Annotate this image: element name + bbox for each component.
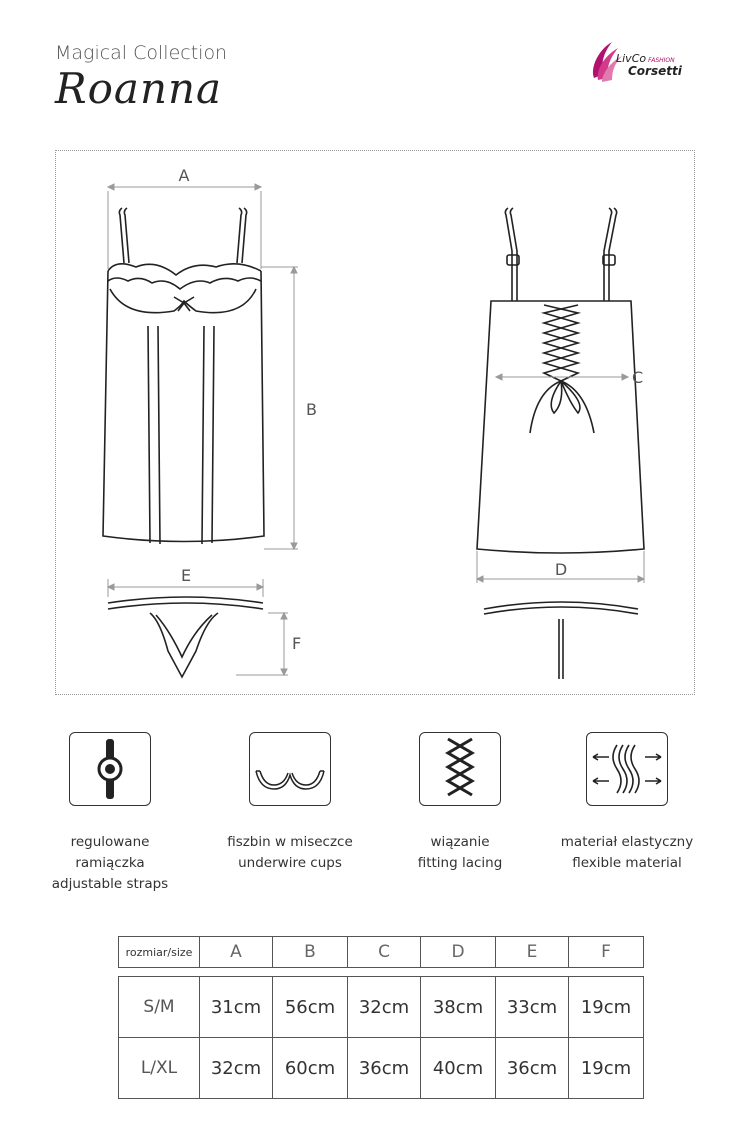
- feature-flexible-material: [537, 732, 717, 874]
- lacing-icon: [419, 732, 501, 806]
- table-cell: 33cm: [496, 977, 569, 1038]
- back-thong-drawing: [484, 602, 638, 679]
- dimension-label-d: D: [554, 560, 568, 579]
- dimension-label-c: C: [632, 368, 644, 387]
- feature-text-en: underwire cups: [238, 855, 342, 871]
- feature-underwire-cups: [200, 732, 380, 874]
- feature-adjustable-straps: [20, 732, 200, 895]
- feature-fitting-lacing: [370, 732, 550, 874]
- feature-text-pl: fiszbin w miseczce: [227, 834, 353, 850]
- dimension-label-b: B: [306, 400, 317, 419]
- logo-fashion: FASHION: [648, 57, 675, 64]
- front-chemise-drawing: [103, 208, 264, 544]
- collection-name: Magical Collection: [55, 42, 228, 64]
- table-header-cell: A: [200, 937, 273, 968]
- table-header-cell: F: [569, 937, 644, 968]
- feature-text-en: flexible material: [572, 855, 682, 871]
- table-cell: 32cm: [348, 977, 421, 1038]
- adjustable-strap-icon: [69, 732, 151, 806]
- garment-diagram: [56, 151, 696, 696]
- table-cell: S/M: [119, 977, 200, 1038]
- front-thong-drawing: [108, 597, 263, 677]
- table-cell: 36cm: [496, 1038, 569, 1099]
- table-cell: 32cm: [200, 1038, 273, 1099]
- dimension-label-f: F: [292, 634, 302, 653]
- table-header-cell: C: [348, 937, 421, 968]
- feature-text-pl-2: ramiączka: [75, 855, 145, 871]
- table-cell: 38cm: [421, 977, 496, 1038]
- table-cell: L/XL: [119, 1038, 200, 1099]
- table-header-cell: rozmiar/size: [119, 937, 200, 968]
- logo-line2: Corsetti: [628, 64, 682, 78]
- table-cell: 19cm: [569, 977, 644, 1038]
- table-header-cell: D: [421, 937, 496, 968]
- table-cell: 31cm: [200, 977, 273, 1038]
- table-cell: 56cm: [273, 977, 348, 1038]
- size-table: [118, 936, 644, 1099]
- table-row: [119, 1038, 644, 1099]
- brand-logo: [588, 38, 708, 88]
- measurement-diagram: [55, 150, 695, 695]
- feature-text-pl: materiał elastyczny: [560, 834, 694, 850]
- dimension-label-a: A: [178, 166, 190, 185]
- table-cell: 19cm: [569, 1038, 644, 1099]
- table-cell: 36cm: [348, 1038, 421, 1099]
- underwire-cups-icon: [249, 732, 331, 806]
- product-title: Roanna: [55, 64, 223, 113]
- feature-text-pl: wiązanie: [430, 834, 490, 850]
- table-row: [119, 977, 644, 1038]
- elastic-material-icon: [586, 732, 668, 806]
- table-cell: 40cm: [421, 1038, 496, 1099]
- feature-text-en: adjustable straps: [51, 876, 169, 892]
- logo-line1: LivCo: [616, 52, 647, 65]
- table-header-cell: B: [273, 937, 348, 968]
- feature-text-pl-1: regulowane: [70, 834, 150, 850]
- table-header-row: [119, 937, 644, 968]
- table-cell: 60cm: [273, 1038, 348, 1099]
- table-header-cell: E: [496, 937, 569, 968]
- dimension-label-e: E: [180, 566, 192, 585]
- feature-text-en: fitting lacing: [417, 855, 503, 871]
